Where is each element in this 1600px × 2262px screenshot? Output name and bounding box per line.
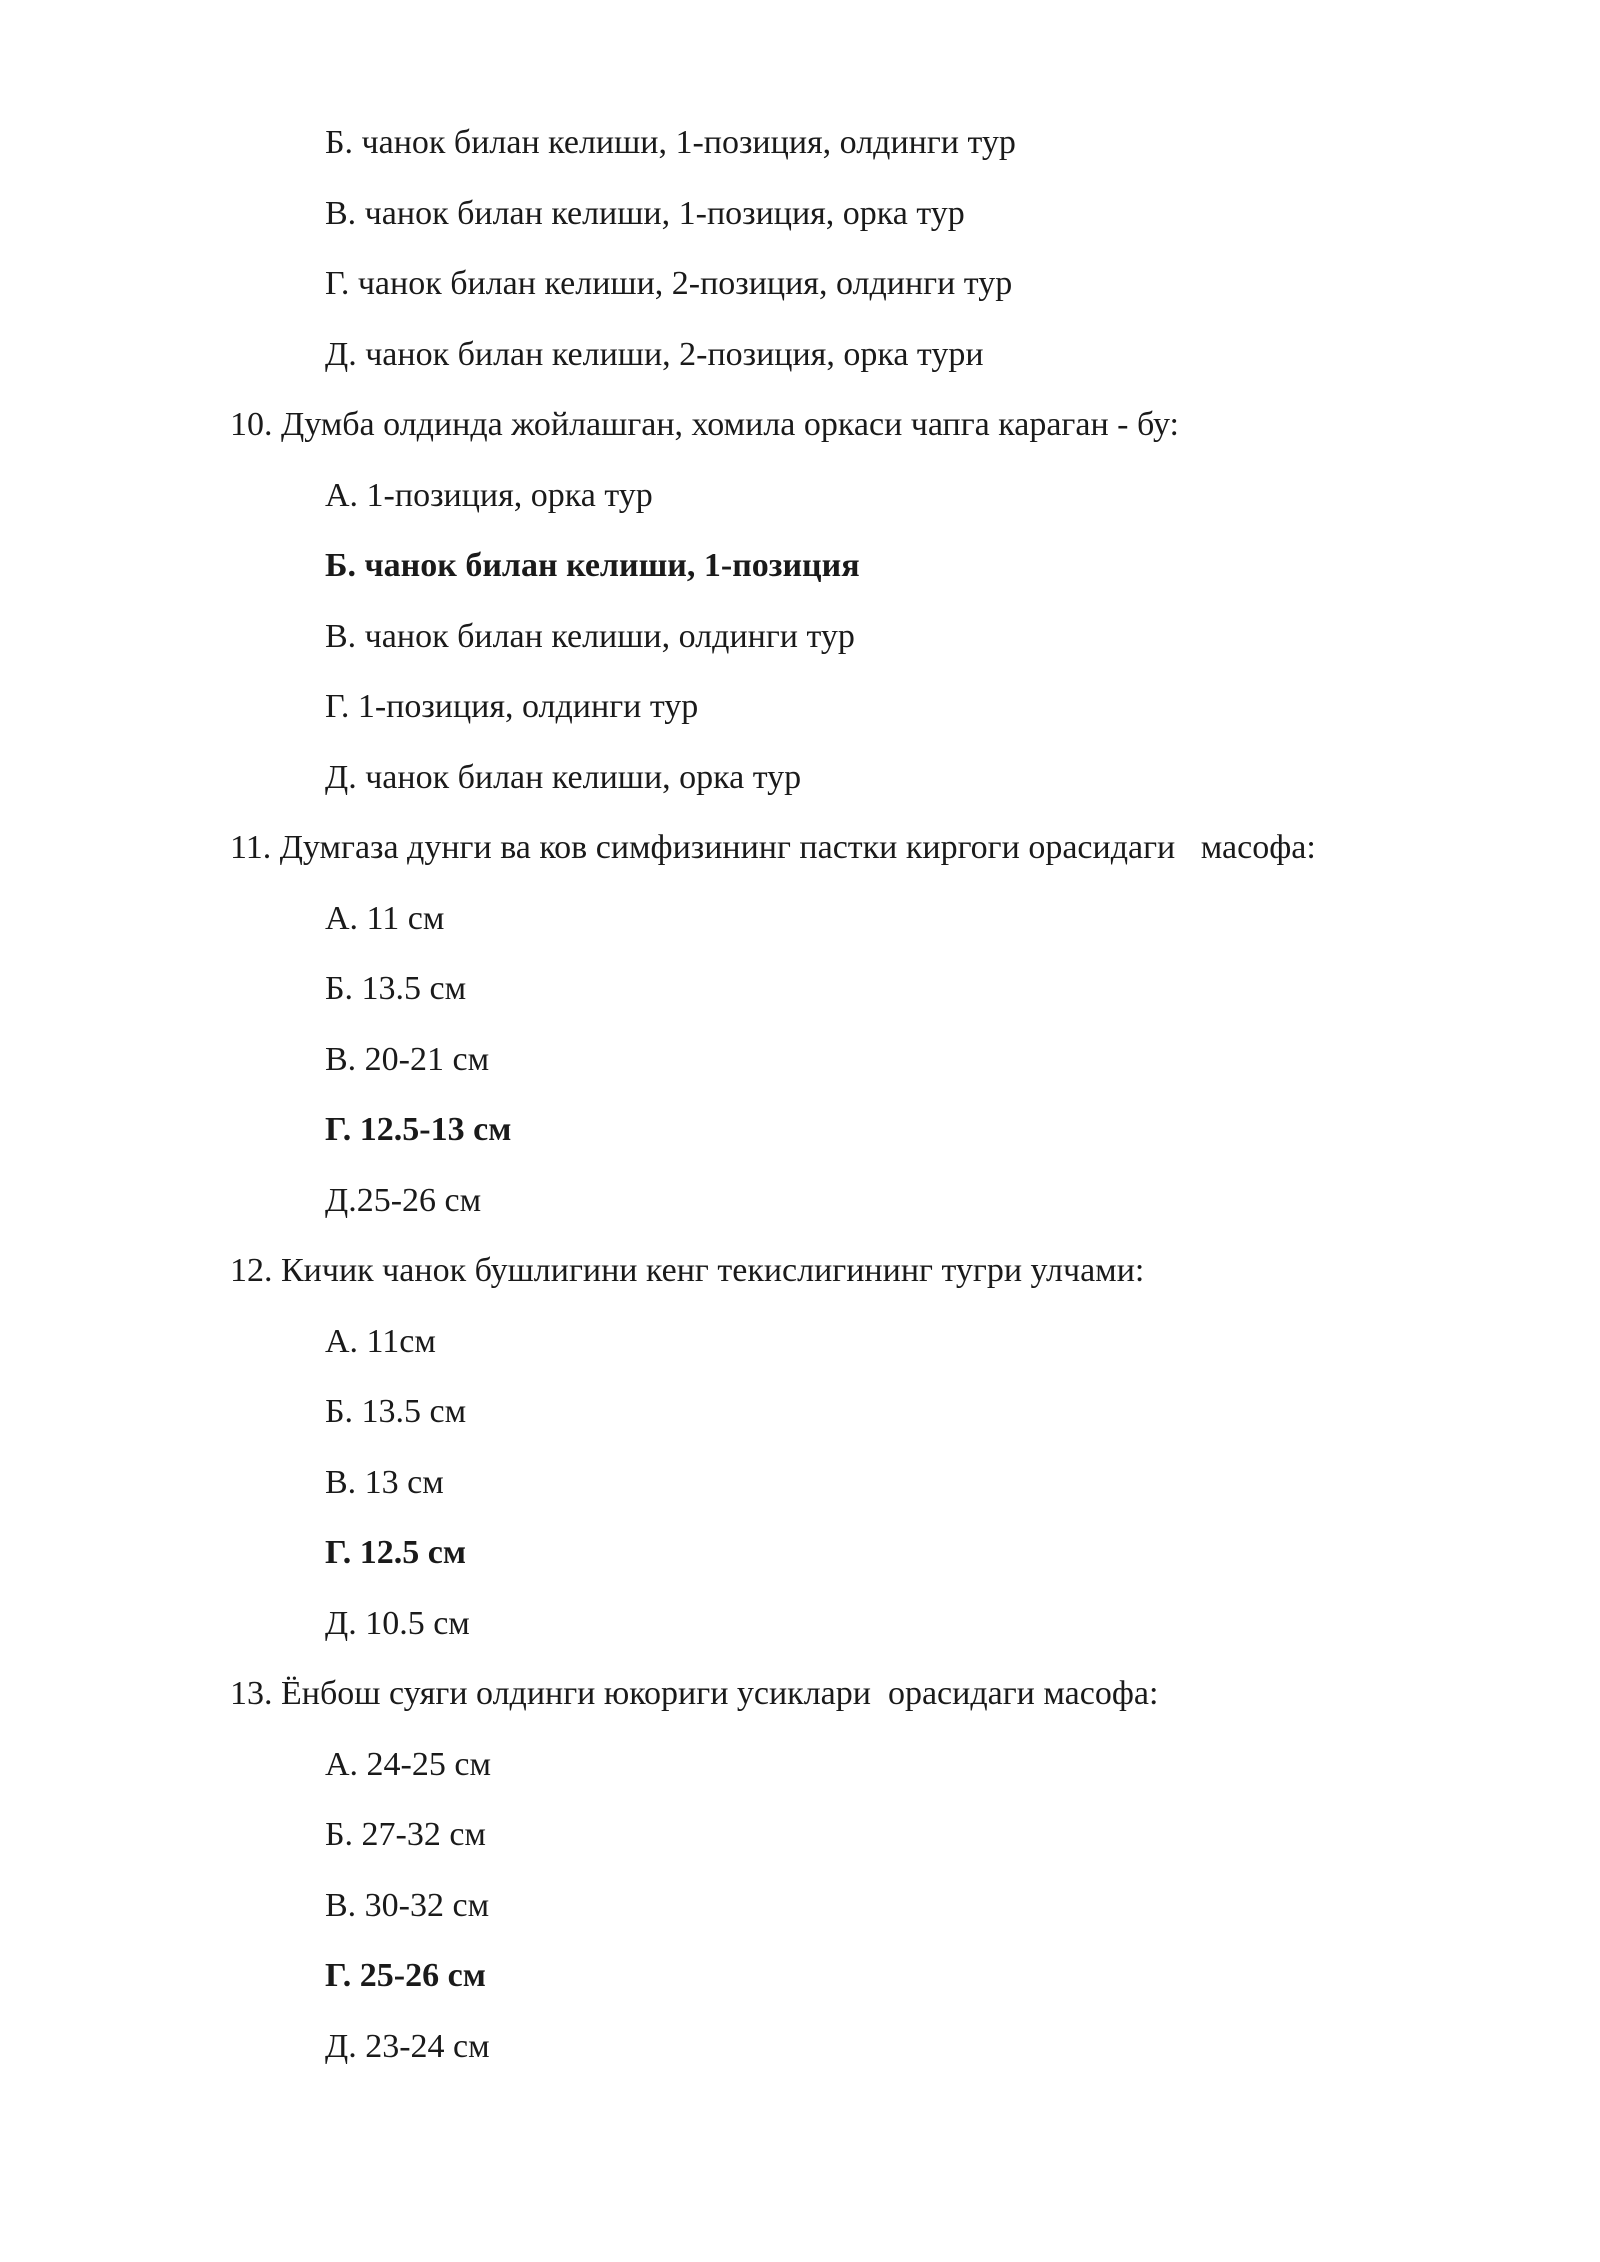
- answer-option: А. 24-25 см: [325, 1745, 491, 1783]
- answer-option: Б. 27-32 см: [325, 1816, 486, 1853]
- answer-option: Г. 12.5-13 см: [325, 1111, 512, 1148]
- answer-option: В. 13 см: [325, 1463, 444, 1501]
- answer-option: В. чанок билан келиши, 1-позиция, орка тур: [325, 194, 965, 232]
- answer-option: А. 11 см: [325, 899, 445, 937]
- answer-option: В. 30-32 см: [325, 1886, 490, 1924]
- continuation-option-list: [0, 108, 1600, 390]
- question-block: [0, 390, 1600, 813]
- answer-option: Б. чанок билан келиши, 1-позиция, олдинги тур: [325, 124, 1016, 161]
- answer-option: Г. 1-позиция, олдинги тур: [325, 688, 699, 725]
- answer-option: Г. чанок билан келиши, 2-позиция, олдинги тур: [325, 265, 1013, 302]
- answer-option: Д. 23-24 см: [325, 2027, 490, 2065]
- answer-option: А. 11см: [325, 1322, 436, 1360]
- answer-option: В. 20-21 см: [325, 1040, 490, 1078]
- question-text: 10. Думба олдинда жойлашган, хомила оркаси чапга караган - бу:: [230, 406, 1179, 443]
- answer-option: Г. 12.5 см: [325, 1534, 467, 1571]
- answer-option: Г. 25-26 см: [325, 1957, 486, 1994]
- answer-option: Д. 10.5 см: [325, 1604, 470, 1642]
- question-block: [0, 1659, 1600, 2082]
- answer-option: В. чанок билан келиши, олдинги тур: [325, 617, 855, 655]
- answer-option: А. 1-позиция, орка тур: [325, 476, 653, 514]
- document-page: [0, 108, 1600, 2082]
- answer-option: Б. 13.5 см: [325, 1393, 467, 1430]
- answer-option: Д. чанок билан келиши, 2-позиция, орка тури: [325, 335, 984, 373]
- question-block: [0, 813, 1600, 1236]
- answer-option: Д.25-26 см: [325, 1181, 482, 1219]
- question-text: 11. Думгаза дунги ва ков симфизининг пастки киргоги орасидаги масофа:: [230, 829, 1316, 866]
- answer-option: Д. чанок билан келиши, орка тур: [325, 758, 802, 796]
- answer-option: Б. чанок билан келиши, 1-позиция: [325, 547, 860, 584]
- question-text: 12. Кичик чанок бушлигини кенг текислигининг тугри улчами:: [230, 1252, 1145, 1289]
- question-text: 13. Ёнбош суяги олдинги юкориги усиклари орасидаги масофа:: [230, 1675, 1159, 1712]
- answer-option: Б. 13.5 см: [325, 970, 467, 1007]
- question-block: [0, 1236, 1600, 1659]
